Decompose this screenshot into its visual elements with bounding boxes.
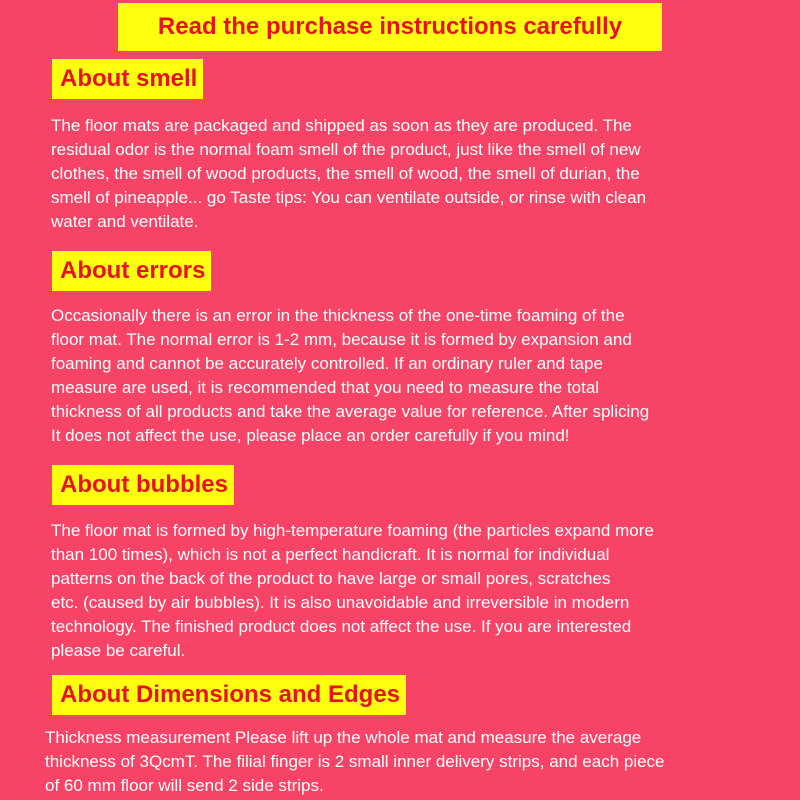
text-line: etc. (caused by air bubbles). It is also unavoidable and irreversible in modern bbox=[51, 593, 630, 612]
page-title-banner: Read the purchase instructions carefully bbox=[118, 3, 662, 51]
text-line: The floor mats are packaged and shipped as soon as they are produced. The bbox=[51, 116, 632, 135]
text-line: please be careful. bbox=[51, 641, 186, 660]
section-body-dimensions bbox=[45, 726, 790, 798]
section-heading-smell: About smell bbox=[52, 59, 203, 99]
text-line: Occasionally there is an error in the thickness of the one-time foaming of the bbox=[51, 306, 625, 325]
text-line: floor mat. The normal error is 1-2 mm, because it is formed by expansion and bbox=[51, 330, 632, 349]
text-line: residual odor is the normal foam smell of the product, just like the smell of new bbox=[51, 140, 641, 159]
text-line: than 100 times), which is not a perfect handicraft. It is normal for individual bbox=[51, 545, 610, 564]
text-line: technology. The finished product does not affect the use. If you are interested bbox=[51, 617, 632, 636]
text-line: of 60 mm floor will send 2 side strips. bbox=[45, 776, 324, 795]
text-line: clothes, the smell of wood products, the smell of wood, the smell of durian, the bbox=[51, 164, 640, 183]
section-body-smell bbox=[51, 114, 796, 234]
section-body-errors bbox=[51, 304, 796, 448]
text-line: patterns on the back of the product to have large or small pores, scratches bbox=[51, 569, 611, 588]
text-line: It does not affect the use, please place an order carefully if you mind! bbox=[51, 426, 570, 445]
text-line: thickness of 3QcmT. The filial finger is 2 small inner delivery strips, and each piece bbox=[45, 752, 665, 771]
section-body-bubbles bbox=[51, 519, 796, 663]
section-heading-bubbles: About bubbles bbox=[52, 465, 234, 505]
text-line: thickness of all products and take the average value for reference. After splicing bbox=[51, 402, 650, 421]
text-line: water and ventilate. bbox=[51, 212, 199, 231]
section-heading-dimensions: About Dimensions and Edges bbox=[52, 675, 406, 715]
text-line: foaming and cannot be accurately controlled. If an ordinary ruler and tape bbox=[51, 354, 603, 373]
text-line: smell of pineapple... go Taste tips: You can ventilate outside, or rinse with clean bbox=[51, 188, 647, 207]
text-line: Thickness measurement Please lift up the whole mat and measure the average bbox=[45, 728, 642, 747]
text-line: measure are used, it is recommended that you need to measure the total bbox=[51, 378, 600, 397]
section-heading-errors: About errors bbox=[52, 251, 211, 291]
text-line: The floor mat is formed by high-temperature foaming (the particles expand more bbox=[51, 521, 654, 540]
